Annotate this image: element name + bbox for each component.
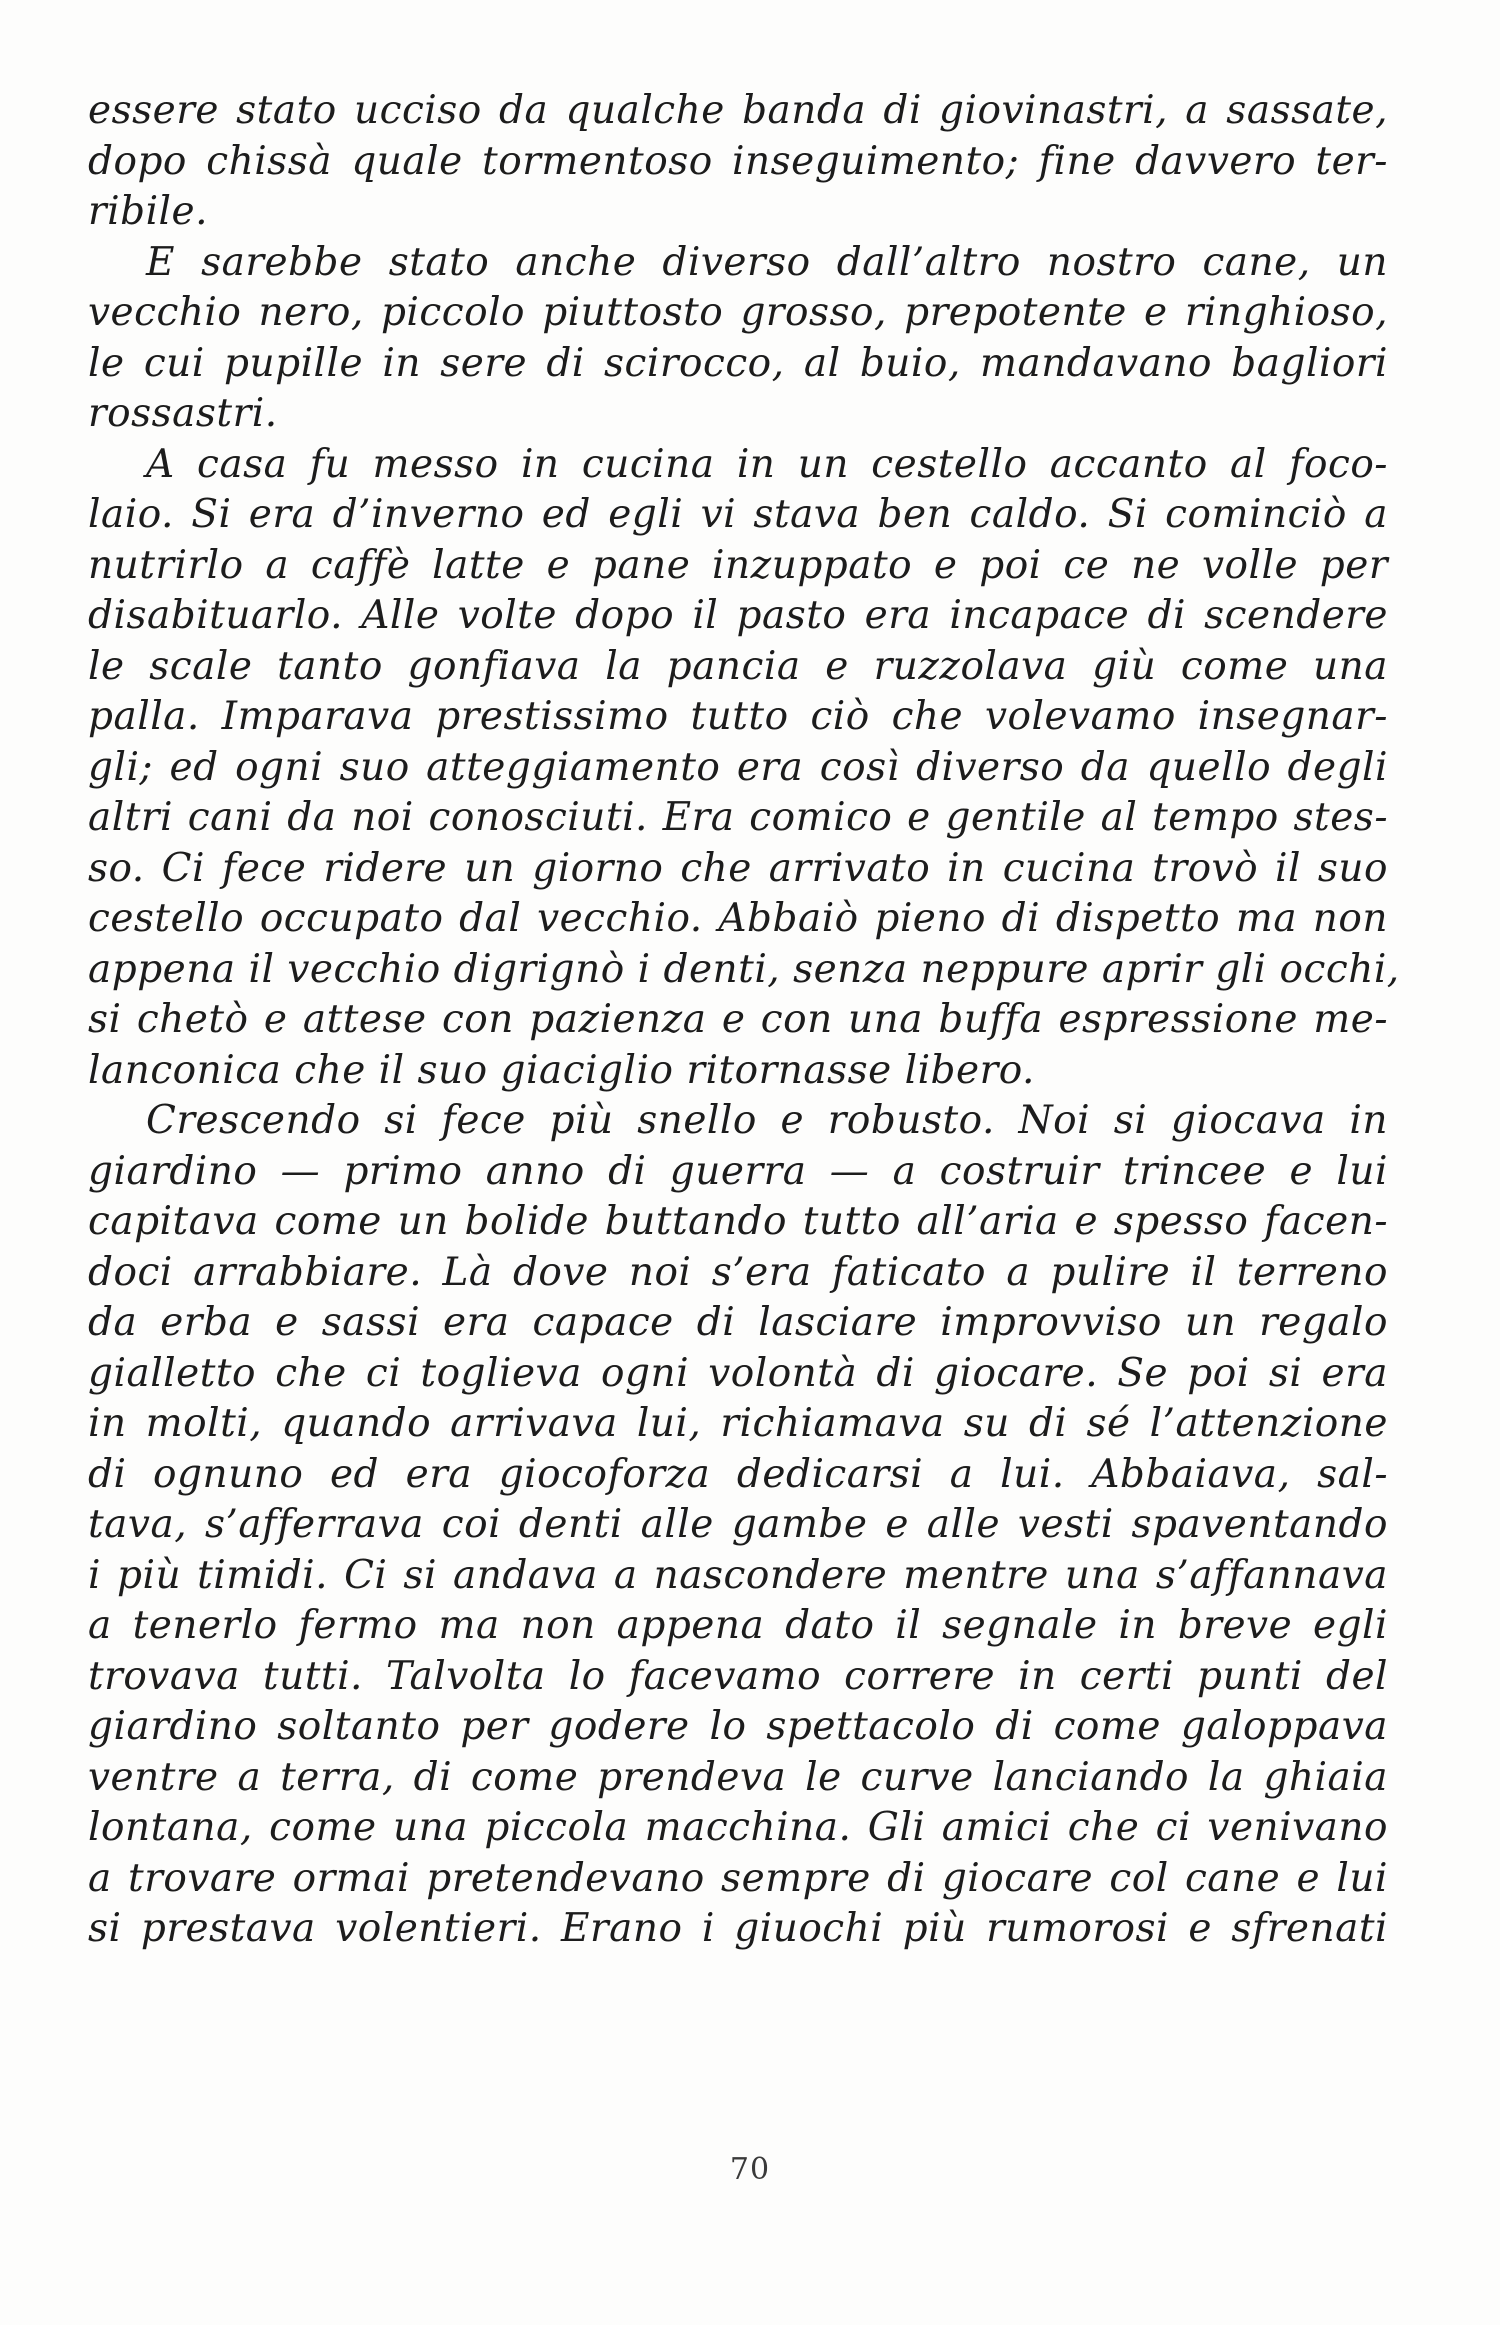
text-line: a tenerlo fermo ma non appena dato il segnale in breve egli	[88, 1603, 1388, 1648]
text-line: di ognuno ed era giocoforza dedicarsi a lui. Abbaiava, sal-	[88, 1451, 1388, 1497]
text-line: doci arrabbiare. Là dove noi s’era faticato a pulire il terreno	[88, 1249, 1388, 1295]
text-line: giardino — primo anno di guerra — a costruir trincee e lui	[88, 1148, 1388, 1194]
text-line: nutrirlo a caffè latte e pane inzuppato e poi ce ne volle per	[88, 542, 1388, 588]
text-line: i più timidi. Ci si andava a nascondere mentre una s’affannava	[88, 1552, 1388, 1598]
text-line: dopo chissà quale tormentoso inseguimento; fine davvero ter-	[88, 138, 1388, 184]
text-line: lanconica che il suo giaciglio ritornasse libero.	[88, 1047, 1035, 1093]
text-line: gli; ed ogni suo atteggiamento era così diverso da quello degli	[88, 744, 1388, 790]
text-line: vecchio nero, piccolo piuttosto grosso, prepotente e ringhioso,	[88, 290, 1388, 335]
text-line: ventre a terra, di come prendeva le curve lanciando la ghiaia	[88, 1754, 1388, 1800]
text-line: ribile.	[88, 189, 209, 234]
text-line: le scale tanto gonfiava la pancia e ruzzolava giù come una	[88, 643, 1388, 689]
text-line: si chetò e attese con pazienza e con una buffa espressione me-	[88, 997, 1388, 1042]
text-line: altri cani da noi conosciuti. Era comico e gentile al tempo stes-	[88, 795, 1388, 840]
text-line: gialletto che ci toglieva ogni volontà di giocare. Se poi si era	[88, 1350, 1388, 1396]
text-line: giardino soltanto per godere lo spettacolo di come galoppava	[88, 1704, 1388, 1749]
text-line: palla. Imparava prestissimo tutto ciò che volevamo insegnar-	[88, 694, 1388, 739]
text-line: le cui pupille in sere di scirocco, al buio, mandavano bagliori	[88, 340, 1388, 386]
text-line: a trovare ormai pretendevano sempre di giocare col cane e lui	[88, 1855, 1388, 1901]
text-line: in molti, quando arrivava lui, richiamava su di sé l’attenzione	[88, 1401, 1388, 1446]
text-line: lontana, come una piccola macchina. Gli amici che ci venivano	[88, 1805, 1388, 1850]
text-line: so. Ci fece ridere un giorno che arrivato in cucina trovò il suo	[88, 845, 1388, 891]
text-line: disabituarlo. Alle volte dopo il pasto era incapace di scendere	[88, 593, 1388, 638]
text-line: da erba e sassi era capace di lasciare improvviso un regalo	[88, 1300, 1388, 1345]
body-text	[88, 86, 1400, 1955]
text-line: A casa fu messo in cucina in un cestello accanto al foco-	[146, 441, 1388, 487]
text-line: cestello occupato dal vecchio. Abbaiò pieno di dispetto ma non	[88, 896, 1388, 941]
text-line: capitava come un bolide buttando tutto all’aria e spesso facen-	[88, 1199, 1388, 1244]
text-line: essere stato ucciso da qualche banda di giovinastri, a sassate,	[88, 88, 1388, 133]
text-line: laio. Si era d’inverno ed egli vi stava ben caldo. Si cominciò a	[88, 492, 1388, 537]
text-line: E sarebbe stato anche diverso dall’altro nostro cane, un	[146, 239, 1388, 285]
text-line: Crescendo si fece più snello e robusto. Noi si giocava in	[146, 1098, 1388, 1143]
text-line: trovava tutti. Talvolta lo facevamo correre in certi punti del	[88, 1653, 1388, 1699]
text-line: appena il vecchio digrignò i denti, senza neppure aprir gli occhi,	[88, 946, 1400, 992]
page-number: 70	[729, 2152, 771, 2187]
text-line: tava, s’afferrava coi denti alle gambe e alle vesti spaventando	[88, 1502, 1388, 1547]
text-line: si prestava volentieri. Erano i giuochi più rumorosi e sfrenati	[88, 1906, 1388, 1951]
text-line: rossastri.	[88, 391, 278, 436]
